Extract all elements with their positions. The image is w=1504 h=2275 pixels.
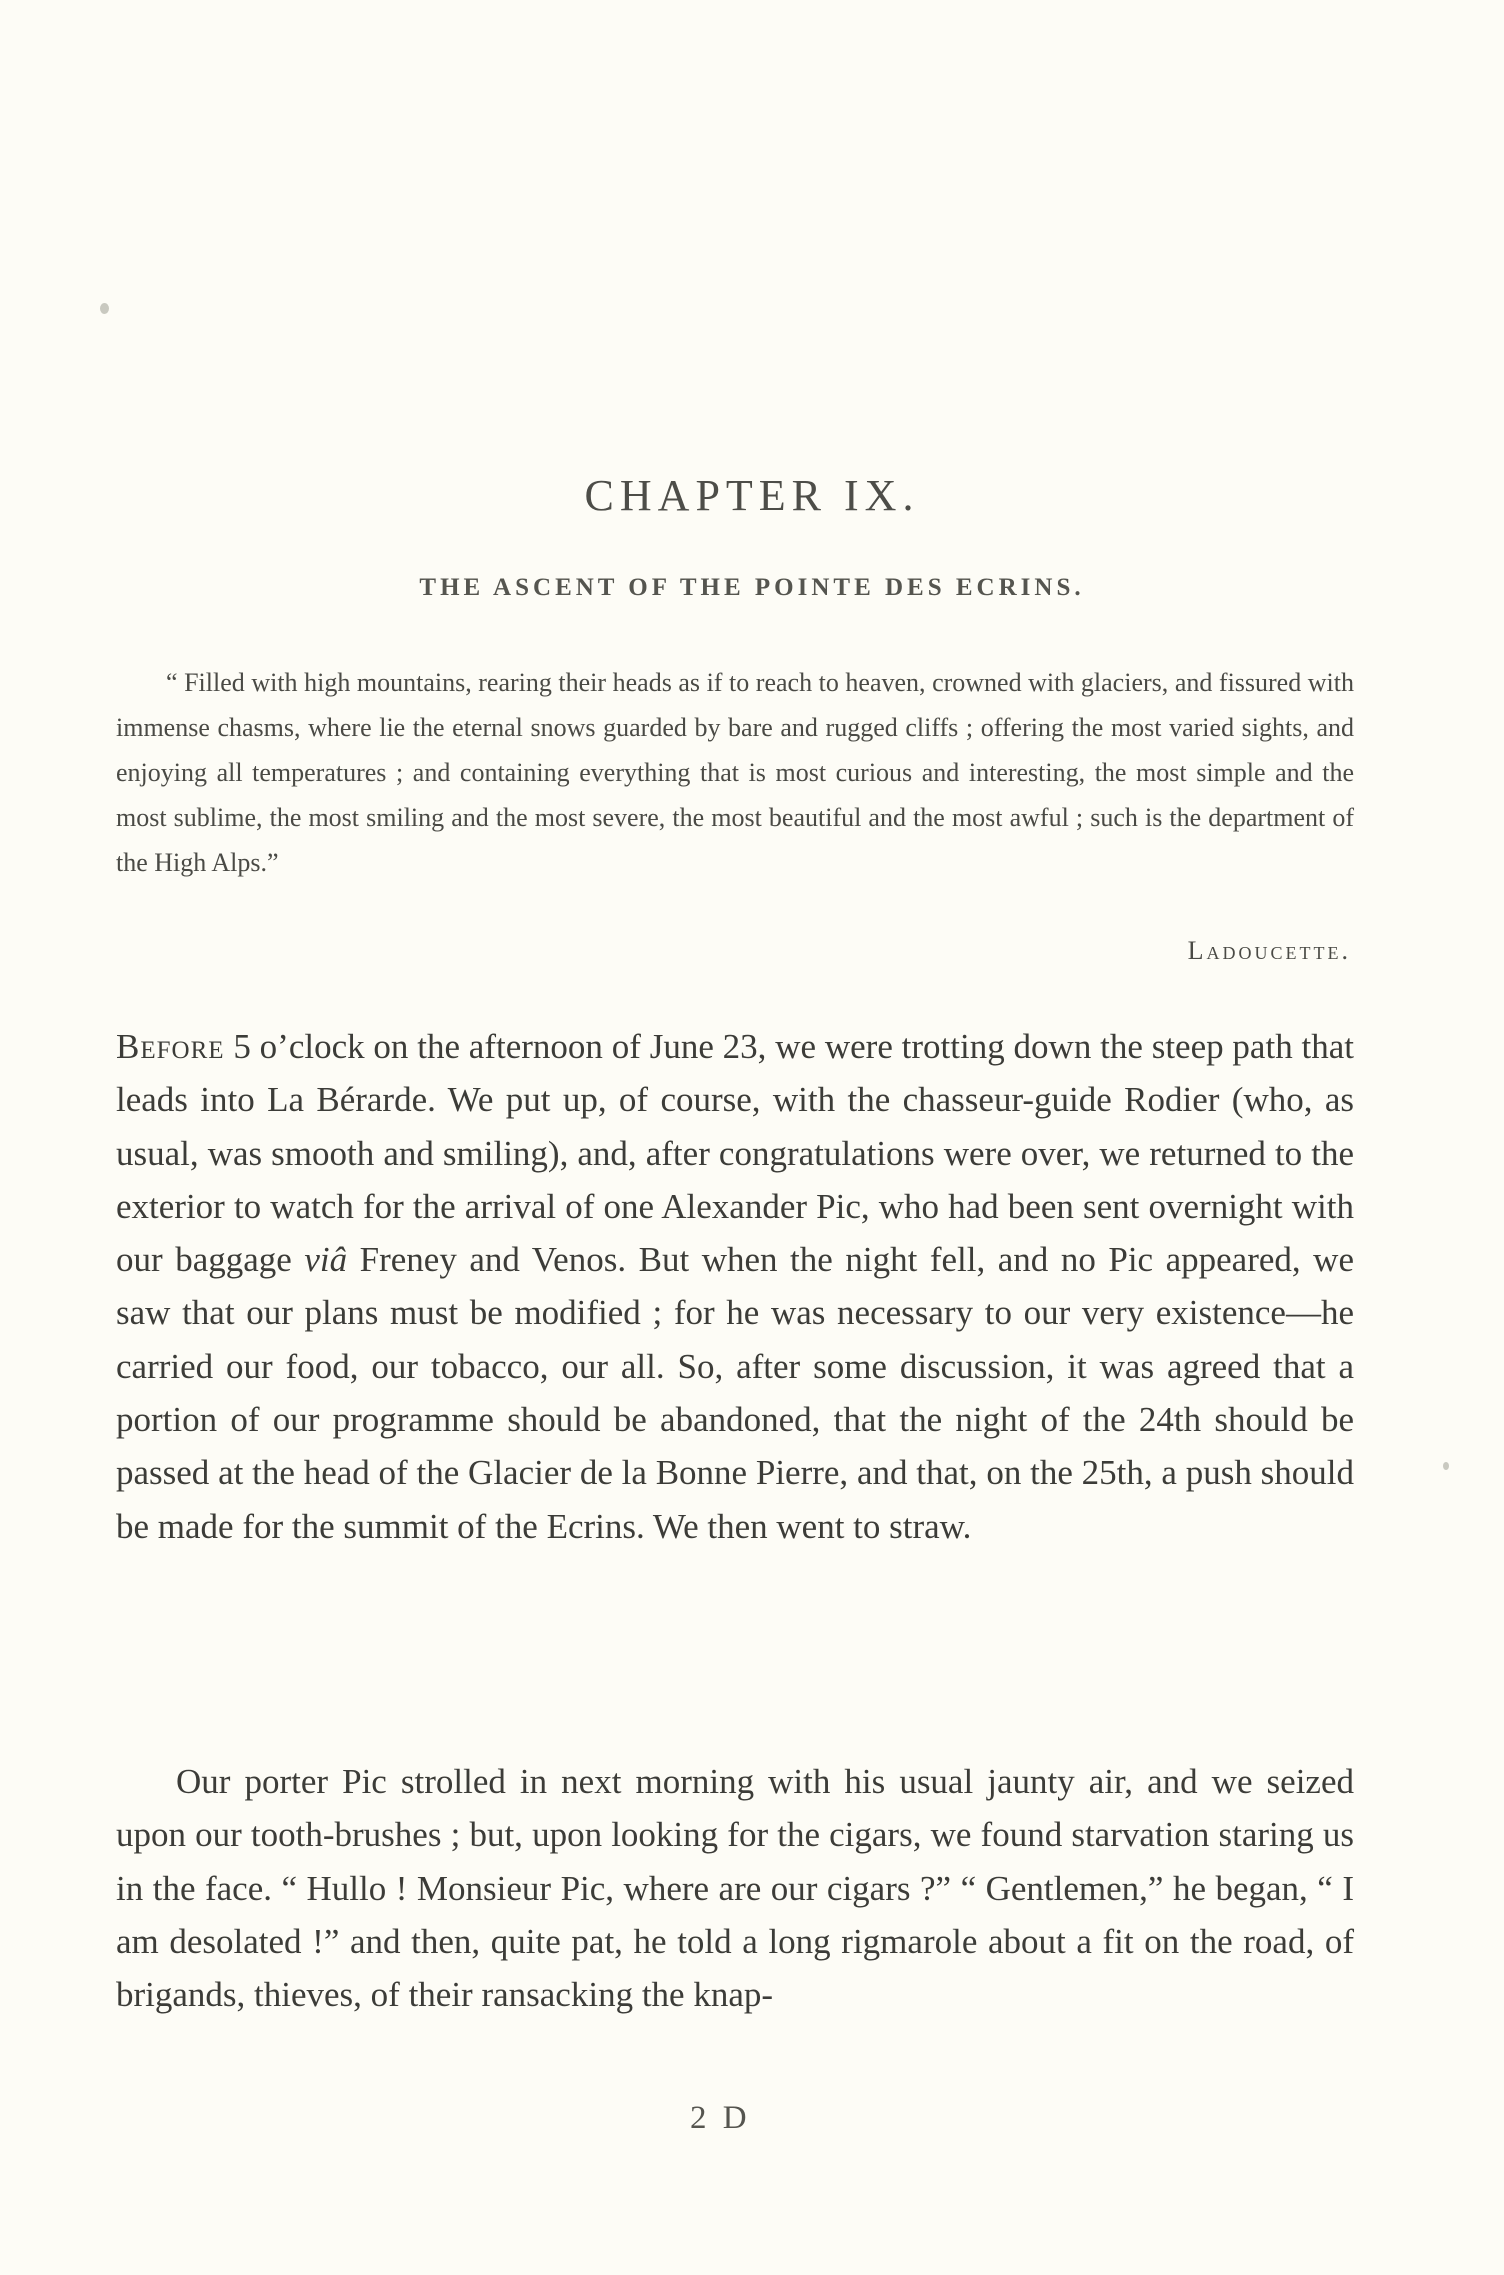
- epigraph-attribution: Ladoucette.: [1187, 936, 1351, 965]
- paragraph-lead-word: Before: [116, 1027, 225, 1066]
- paragraph-text: 5 o’clock on the afternoon of June 23, we were trotting down the steep path that leads into La Bérarde. We put up, of course, with the chasseur-guide Rodier (who, as usual, was smooth and smiling), and, after congratulations were over, we returned to the exterior to watch for the arrival of one Alexander Pic, who had been sent overnight with our baggage: [116, 1027, 1354, 1280]
- signature-mark: 2 D: [690, 2100, 751, 2136]
- ink-speck: [1443, 1462, 1449, 1470]
- paragraph-text-continued: Freney and Venos. But when the night fell, and no Pic appeared, we saw that our plans must be modified ; for he was necessary to our very existence—he carried our food, our tobacco, our all. So, after some discussion, it was agreed that a portion of our programme should be abandoned, that the night of the 24th should be passed at the head of the Glacier de la Bonne Pierre, and that, on the 25th, a push should be made for the summit of the Ecrins. We then went to straw.: [116, 1240, 1354, 1546]
- italic-word: viâ: [304, 1240, 348, 1280]
- body-paragraph: [116, 1020, 1354, 1553]
- chapter-subtitle: THE ASCENT OF THE POINTE DES ECRINS.: [419, 574, 1085, 601]
- ink-speck: [100, 303, 109, 314]
- chapter-title: CHAPTER IX.: [584, 471, 920, 520]
- body-paragraph: Our porter Pic strolled in next morning with his usual jaunty air, and we seized upon our tooth-brushes ; but, upon looking for the cigars, we found starvation staring us in the face. “ Hullo ! Monsieur Pic, where are our cigars ?” “ Gentlemen,” he began, “ I am desolated !” and then, quite pat, he told a long rigmarole about a fit on the road, of brigands, thieves, of their ransacking the knap-: [116, 1762, 1354, 2015]
- epigraph-quote: “ Filled with high mountains, rearing their heads as if to reach to heaven, crowned with glaciers, and fissured with immense chasms, where lie the eternal snows guarded by bare and rugged cliffs ; offering the most varied sights, and enjoying all temperatures ; and containing everything that is most curious and interesting, the most simple and the most sublime, the most smiling and the most severe, the most beautiful and the most awful ; such is the department of the High Alps.”: [116, 668, 1354, 877]
